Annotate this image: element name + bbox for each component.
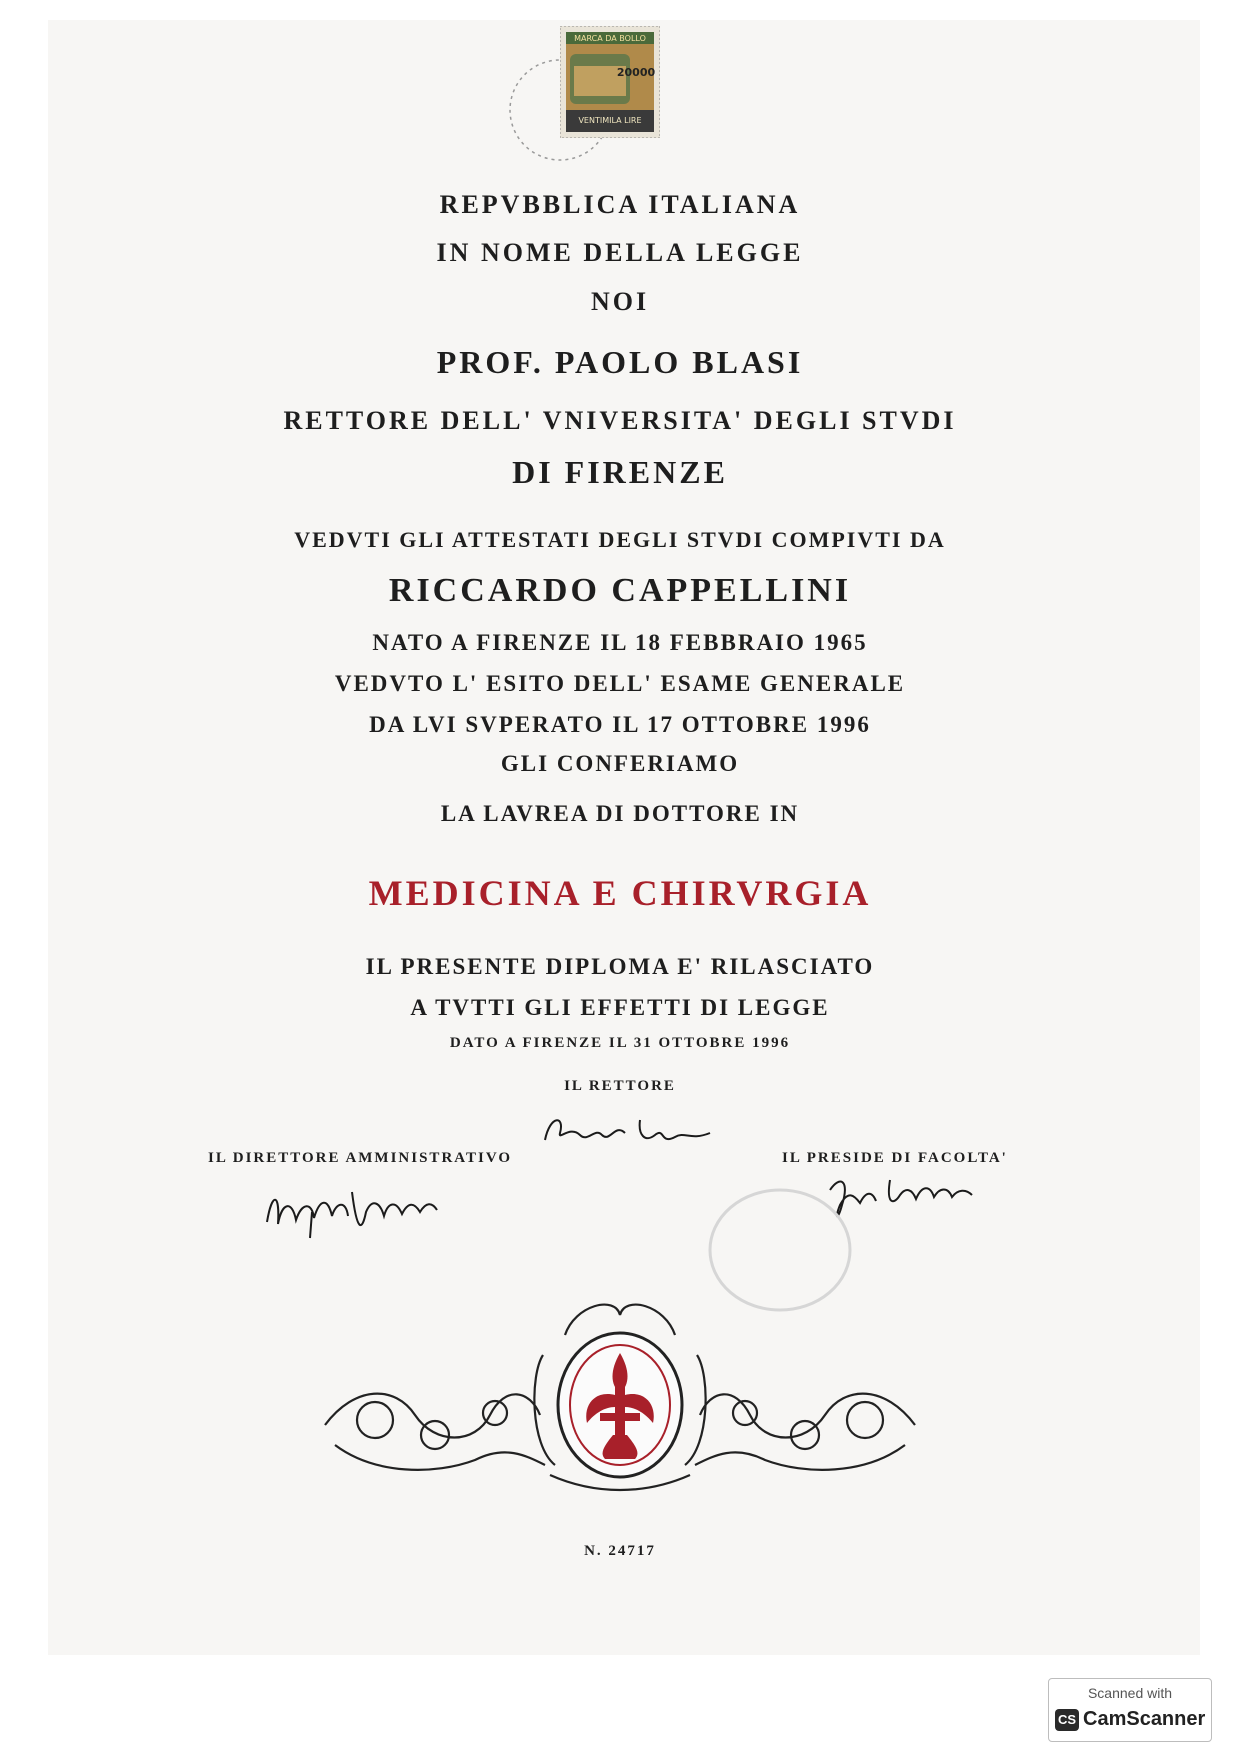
rector-label: IL RETTORE (564, 1078, 676, 1094)
issue-date: DATO A FIRENZE IL 31 OTTOBRE 1996 (449, 1035, 791, 1051)
scanned-with-text: Scanned with (1087, 1685, 1173, 1701)
heading-republic: REPVBBLICA ITALIANA (439, 190, 801, 219)
camscanner-badge (1048, 1678, 1212, 1742)
degree-title: MEDICINA E CHIRVRGIA (368, 873, 872, 913)
rector-name: PROF. PAOLO BLASI (436, 344, 804, 380)
camscanner-name: CamScanner (1083, 1708, 1206, 1730)
university-city: DI FIRENZE (512, 454, 728, 490)
degree-intro: LA LAVREA DI DOTTORE IN (440, 801, 800, 826)
seen-certificates: VEDVTI GLI ATTESTATI DEGLI STVDI COMPIVTI DA (294, 527, 946, 552)
stamp-top-text: MARCA DA BOLLO (574, 34, 646, 43)
rector-signature (540, 1105, 720, 1155)
exam-result: VEDVTO L' ESITO DELL' ESAME GENERALE (334, 671, 906, 696)
validity-line-2: A TVTTI GLI EFFETTI DI LEGGE (410, 995, 830, 1020)
graduate-name: RICCARDO CAPPELLINI (388, 572, 852, 609)
validity-line-1: IL PRESENTE DIPLOMA E' RILASCIATO (365, 954, 875, 979)
florence-lily-ornament (315, 1295, 925, 1500)
revenue-stamp (560, 26, 660, 138)
heading-law: IN NOME DELLA LEGGE (436, 238, 804, 267)
camscanner-logo-icon: CS (1055, 1709, 1079, 1731)
director-label: IL DIRETTORE AMMINISTRATIVO (208, 1150, 513, 1166)
stamp-bottom-text: VENTIMILA LIRE (578, 116, 642, 125)
birth-info: NATO A FIRENZE IL 18 FEBBRAIO 1965 (372, 630, 868, 655)
director-signature (262, 1172, 442, 1242)
exam-date: DA LVI SVPERATO IL 17 OTTOBRE 1996 (369, 712, 871, 737)
diploma-number: N. 24717 (584, 1543, 656, 1559)
rector-title: RETTORE DELL' VNIVERSITA' DEGLI STVDI (283, 406, 957, 435)
dean-label: IL PRESIDE DI FACOLTA' (782, 1150, 1008, 1166)
confer-text: GLI CONFERIAMO (500, 751, 740, 776)
stamp-value: 20000 (616, 66, 656, 79)
heading-we: NOI (590, 287, 650, 316)
